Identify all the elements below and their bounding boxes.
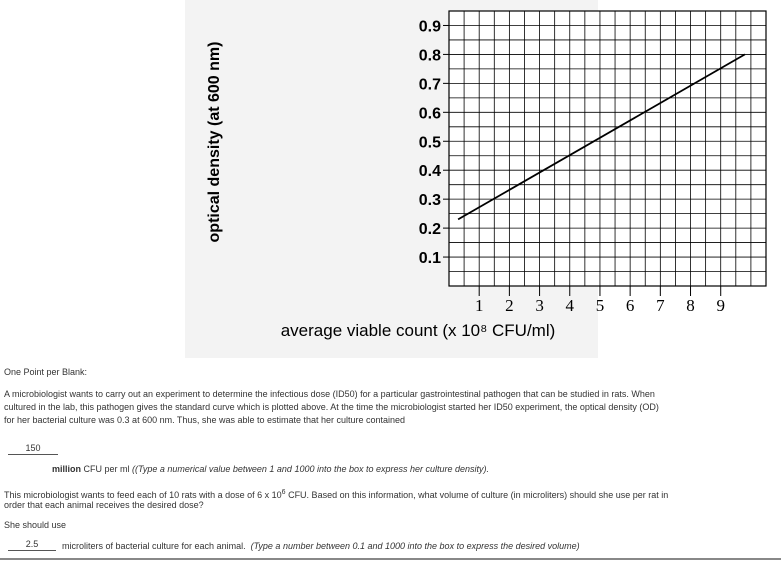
y-axis-ticks bbox=[419, 18, 449, 267]
x-tick-label: 8 bbox=[686, 296, 695, 315]
x-axis-title: average viable count (x 10⁸ CFU/ml) bbox=[280, 321, 556, 340]
y-tick-label: 0.1 bbox=[418, 250, 441, 268]
x-axis-ticks bbox=[475, 286, 725, 315]
she-should-use-text: She should use bbox=[4, 520, 67, 530]
y-tick-label: 0.6 bbox=[418, 105, 441, 123]
paragraph2-line2: order that each animal receives the desired dose? bbox=[4, 500, 204, 510]
blank1-hint: ((Type a numerical value between 1 and 1000 into the box to express her culture density). bbox=[132, 464, 490, 474]
paragraph2-line1b: CFU. Based on this information, what volume of culture (in microliters) should she use per rat in bbox=[285, 490, 669, 500]
x-tick-label: 4 bbox=[565, 296, 575, 315]
x-tick-label: 9 bbox=[716, 296, 725, 315]
x-tick-label: 3 bbox=[535, 296, 544, 315]
x-tick-label: 2 bbox=[505, 296, 514, 315]
y-axis-title: optical density (at 600 nm) bbox=[206, 41, 223, 243]
y-tick-label: 0.9 bbox=[418, 18, 441, 36]
volume-answer-field[interactable]: 2.5 bbox=[8, 539, 56, 551]
chart-grid bbox=[449, 11, 766, 286]
x-tick-label: 7 bbox=[656, 296, 665, 315]
y-tick-label: 0.4 bbox=[418, 163, 441, 181]
standard-curve-figure bbox=[185, 0, 725, 358]
blank1-unit-rest: CFU per ml bbox=[81, 464, 133, 474]
x-tick-label: 6 bbox=[625, 296, 635, 315]
culture-density-answer-field[interactable]: 150 bbox=[8, 443, 58, 455]
bottom-divider bbox=[0, 558, 781, 560]
paragraph2-line1a: This microbiologist wants to feed each of 10 rats with a dose of 6 x 10 bbox=[4, 490, 282, 500]
blank1-unit-line bbox=[52, 463, 489, 475]
blank2-line bbox=[62, 540, 580, 552]
blank2-text: microliters of bacterial culture for each animal. bbox=[62, 541, 246, 551]
paragraph1-line3: for her bacterial culture was 0.3 at 600 nm. Thus, she was able to estimate that her culture contained bbox=[4, 415, 406, 425]
x-tick-label: 1 bbox=[474, 296, 484, 315]
plot-area bbox=[449, 11, 766, 286]
y-tick-label: 0.2 bbox=[418, 221, 441, 239]
blank1-unit-bold: million bbox=[52, 464, 81, 474]
paragraph1-line1: A microbiologist wants to carry out an experiment to determine the infectious dose (ID50) for a particular gastrointestinal pathogen that can be studied in rats. When bbox=[4, 389, 655, 399]
y-tick-label: 0.5 bbox=[418, 134, 441, 152]
standard-curve-chart bbox=[185, 0, 725, 358]
blank2-hint: (Type a number between 0.1 and 1000 into the box to express the desired volume) bbox=[250, 541, 580, 551]
paragraph2-exponent: 6 bbox=[281, 489, 286, 496]
y-tick-label: 0.7 bbox=[418, 76, 441, 94]
x-tick-label: 5 bbox=[595, 296, 605, 315]
instructions-text: One Point per Blank: bbox=[4, 367, 88, 377]
paragraph1-line2: cultured in the lab, this pathogen gives the standard curve which is plotted above. At the time the microbiologist started her ID50 experiment, the optical density (OD) bbox=[4, 402, 659, 412]
y-tick-label: 0.8 bbox=[418, 47, 441, 65]
y-tick-label: 0.3 bbox=[418, 192, 441, 210]
